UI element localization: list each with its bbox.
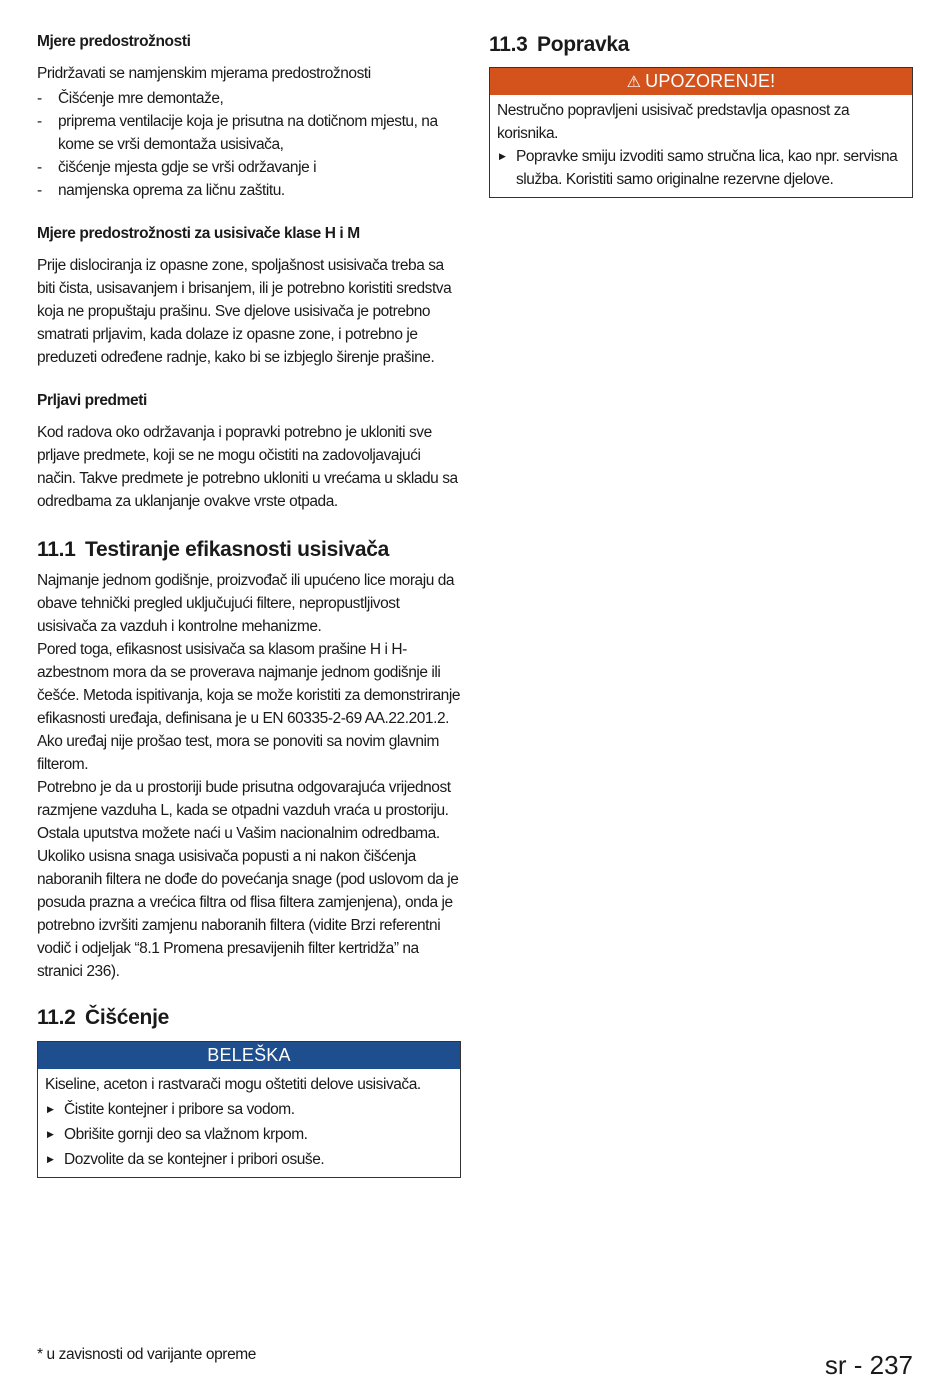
section-title — [37, 1003, 461, 1033]
precautions-section — [37, 30, 461, 202]
list-item: ▶ Dozvolite da se kontejner i pribori osuše. — [45, 1148, 453, 1171]
warning-triangle-icon: ⚠ — [626, 74, 642, 91]
section-11-1 — [37, 535, 461, 983]
section-title-text: Testiranje efikasnosti usisivača — [85, 538, 389, 561]
paragraph: Potrebno je da u prostoriji bude prisutna odgovarajuća vrijednost razmjene vazduha L, kada se otpadni vazduh vraća u prostoriju. Ostala uputstva možete naći u Vašim nacionalnim odredbama. — [37, 779, 451, 842]
list-item: ▶ Popravke smiju izvoditi samo stručna lica, kao npr. servisna služba. Koristiti samo originalne rezervne djelove. — [497, 145, 905, 191]
section-title-text: Čišćenje — [85, 1006, 169, 1029]
list-item: - namjenska oprema za ličnu zaštitu. — [37, 179, 461, 202]
list-item: ▶ Čistite kontejner i pribore sa vodom. — [45, 1098, 453, 1121]
note-header: BELEŠKA — [38, 1042, 460, 1069]
note-box — [37, 1041, 461, 1178]
hm-class-section — [37, 222, 461, 369]
note-text: Kiseline, aceton i rastvarači mogu oštetiti delove usisivača. — [45, 1076, 421, 1093]
dirty-items-heading: Prljavi predmeti — [37, 392, 147, 409]
section-title — [37, 535, 461, 565]
warning-box — [489, 67, 913, 198]
section-11-2 — [37, 1003, 461, 1178]
paragraph: Najmanje jednom godišnje, proizvođač ili upućeno lice moraju da obave tehnički pregled uključujući filtere, nepropustljivost usisivača za vazduh i kontrolne mehanizme. — [37, 572, 455, 635]
warning-list — [497, 145, 905, 191]
note-body — [38, 1069, 460, 1177]
page-number: sr - 237 — [824, 1350, 913, 1380]
note-list — [45, 1098, 453, 1171]
warning-header — [490, 68, 912, 95]
precautions-list — [37, 87, 461, 202]
section-number: 11.1 — [37, 538, 76, 561]
dirty-items-text: Kod radova oko održavanja i popravki potrebno je ukloniti sve prljave predmete, koji se ne mogu očistiti na zadovoljavajući način. Takve predmete je potrebno ukloniti u vrećama u skladu sa odredbama za uklanjanje ovakve vrste otpada. — [37, 424, 458, 510]
list-item: - čišćenje mjesta gdje se vrši održavanje i — [37, 156, 461, 179]
precautions-intro: Pridržavati se namjenskim mjerama predostrožnosti — [37, 65, 371, 82]
section-number: 11.3 — [489, 33, 528, 56]
section-title-text: Popravka — [537, 33, 630, 56]
section-11-3 — [489, 30, 913, 198]
hm-class-text: Prije dislociranja iz opasne zone, spoljašnost usisivača treba sa biti čista, usisavanjem i brisanjem, ili je potrebno koristiti sredstva koja ne propuštaju prašinu. Sve djelove usisivača je potrebno smatrati prljavim, kada dolaze iz opasne zone, i potrebno je preduzeti određene radnje, kako bi se izbjeglo širenje prašine. — [37, 257, 452, 366]
warning-label: UPOZORENJE! — [645, 71, 776, 91]
hm-class-heading: Mjere predostrožnosti za usisivače klase H i M — [37, 225, 360, 242]
section-title — [489, 30, 913, 60]
list-item: ▶ Obrišite gornji deo sa vlažnom krpom. — [45, 1123, 453, 1146]
warning-text: Nestručno popravljeni usisivač predstavlja opasnost za korisnika. — [497, 102, 850, 142]
precautions-heading: Mjere predostrožnosti — [37, 33, 191, 50]
list-item: - Čišćenje mre demontaže, — [37, 87, 461, 110]
paragraph: Pored toga, efikasnost usisivača sa klasom prašine H i H-azbestnom mora da se proverava najmanje jednom godišnje ili češće. Metoda ispitivanja, koja se može koristiti za demonstriranje efikasnosti uređaja, definisana je u EN 60335-2-69 AA.22.201.2. Ako uređaj nije prošao test, mora se ponoviti sa novim glavnim filterom. — [37, 641, 460, 773]
right-column — [489, 30, 913, 198]
section-number: 11.2 — [37, 1006, 76, 1029]
footnote: * u zavisnosti od varijante opreme — [37, 1346, 257, 1363]
warning-body — [490, 95, 912, 197]
list-item: - priprema ventilacije koja je prisutna na dotičnom mjestu, na kome se vrši demontaža usisivača, — [37, 110, 461, 156]
paragraph: Ukoliko usisna snaga usisivača popusti a ni nakon čišćenja naboranih filtera ne dođe do povećanja snage (pod uslovom da je posuda prazna a vrećica filtra od flisa filtera zamjenjena), onda je potrebno izvršiti zamjenu naboranih filtera (vidite Brzi referentni vodič i odjeljak “8.1 Promena presavijenih filter kertridža” na stranici 236). — [37, 848, 459, 980]
left-column — [37, 30, 461, 1178]
dirty-items-section — [37, 389, 461, 513]
